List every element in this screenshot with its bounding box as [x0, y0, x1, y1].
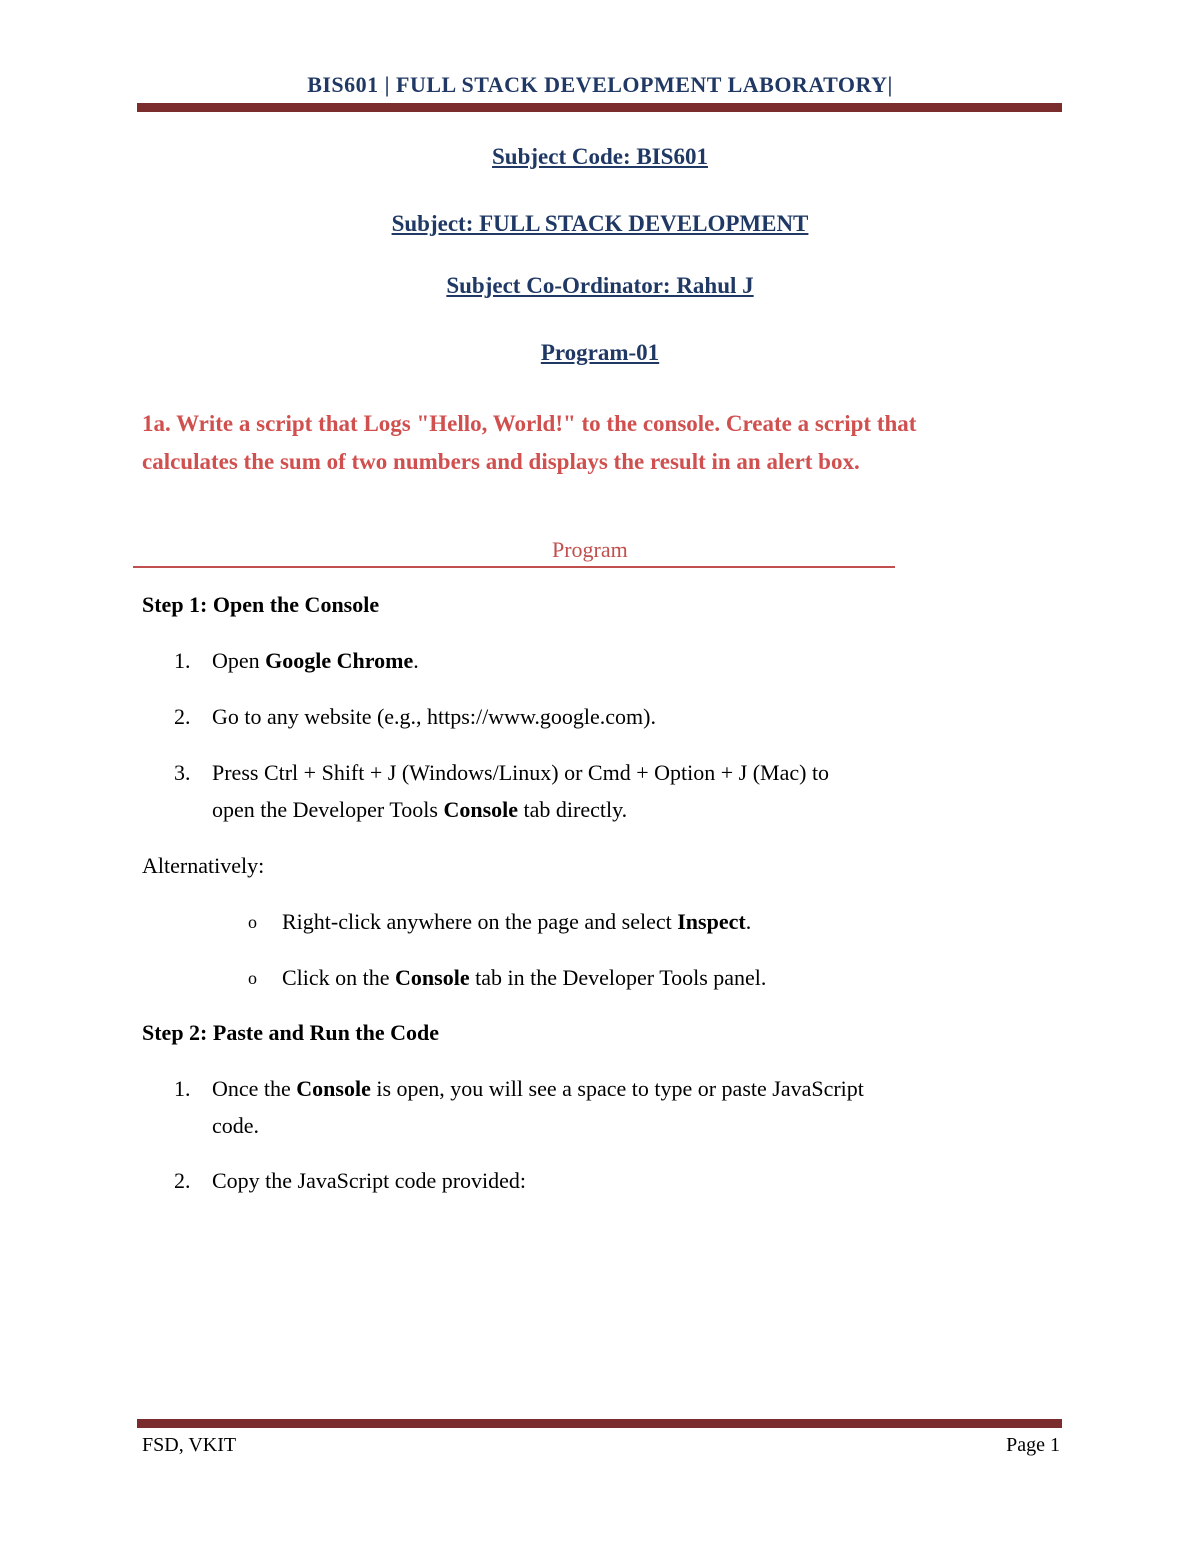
step1-heading: Step 1: Open the Console [142, 592, 380, 617]
subject-coordinator: Subject Co-Ordinator: Rahul J [446, 273, 754, 298]
task-line-1: 1a. Write a script that Logs "Hello, World!" to the console. Create a script that [142, 411, 917, 436]
alternatively-label: Alternatively: [142, 853, 265, 878]
page-number: Page 1 [1006, 1434, 1060, 1456]
header-title: BIS601 | FULL STACK DEVELOPMENT LABORATORY| [307, 72, 893, 97]
step1-item2: Go to any website (e.g., https://www.google.com). [212, 704, 656, 729]
step2-item2: Copy the JavaScript code provided: [212, 1168, 527, 1193]
alt-bullet-2: Click on the Console tab in the Developer Tools panel. [282, 965, 767, 990]
emphasis: Inspect [677, 909, 746, 934]
footer-left: FSD, VKIT [142, 1434, 237, 1456]
program-divider [133, 566, 895, 568]
step1-item2-number: 2. [174, 704, 191, 729]
step2-item1-number: 1. [174, 1076, 191, 1101]
emphasis: Console [443, 797, 519, 822]
task-description [142, 405, 1082, 481]
step1-item3: Press Ctrl + Shift + J (Windows/Linux) or Cmd + Option + J (Mac) to open the Developer Tools Console tab directly. [212, 760, 830, 822]
emphasis: Console [395, 965, 470, 990]
bullet-marker: o [248, 968, 257, 988]
task-line-2: calculates the sum of two numbers and displays the result in an alert box. [142, 449, 860, 474]
emphasis: Console [296, 1076, 371, 1101]
step2-item2-number: 2. [174, 1168, 191, 1193]
step2-heading: Step 2: Paste and Run the Code [142, 1020, 440, 1045]
program-label: Program [552, 537, 628, 562]
header-divider [137, 103, 1062, 112]
subject-code: Subject Code: BIS601 [492, 144, 708, 169]
step1-item1: Open Google Chrome. [212, 648, 419, 673]
step2-item1: Once the Console is open, you will see a space to type or paste JavaScript code. [212, 1076, 864, 1138]
step1-item3-number: 3. [174, 760, 191, 785]
alt-bullet-1: Right-click anywhere on the page and select Inspect. [282, 909, 752, 934]
program-number: Program-01 [540, 340, 660, 365]
emphasis: Google Chrome [265, 648, 414, 673]
bullet-marker: o [248, 912, 257, 932]
footer-divider [137, 1419, 1062, 1428]
subject-name: Subject: FULL STACK DEVELOPMENT [391, 211, 809, 236]
step1-item1-number: 1. [174, 648, 191, 673]
